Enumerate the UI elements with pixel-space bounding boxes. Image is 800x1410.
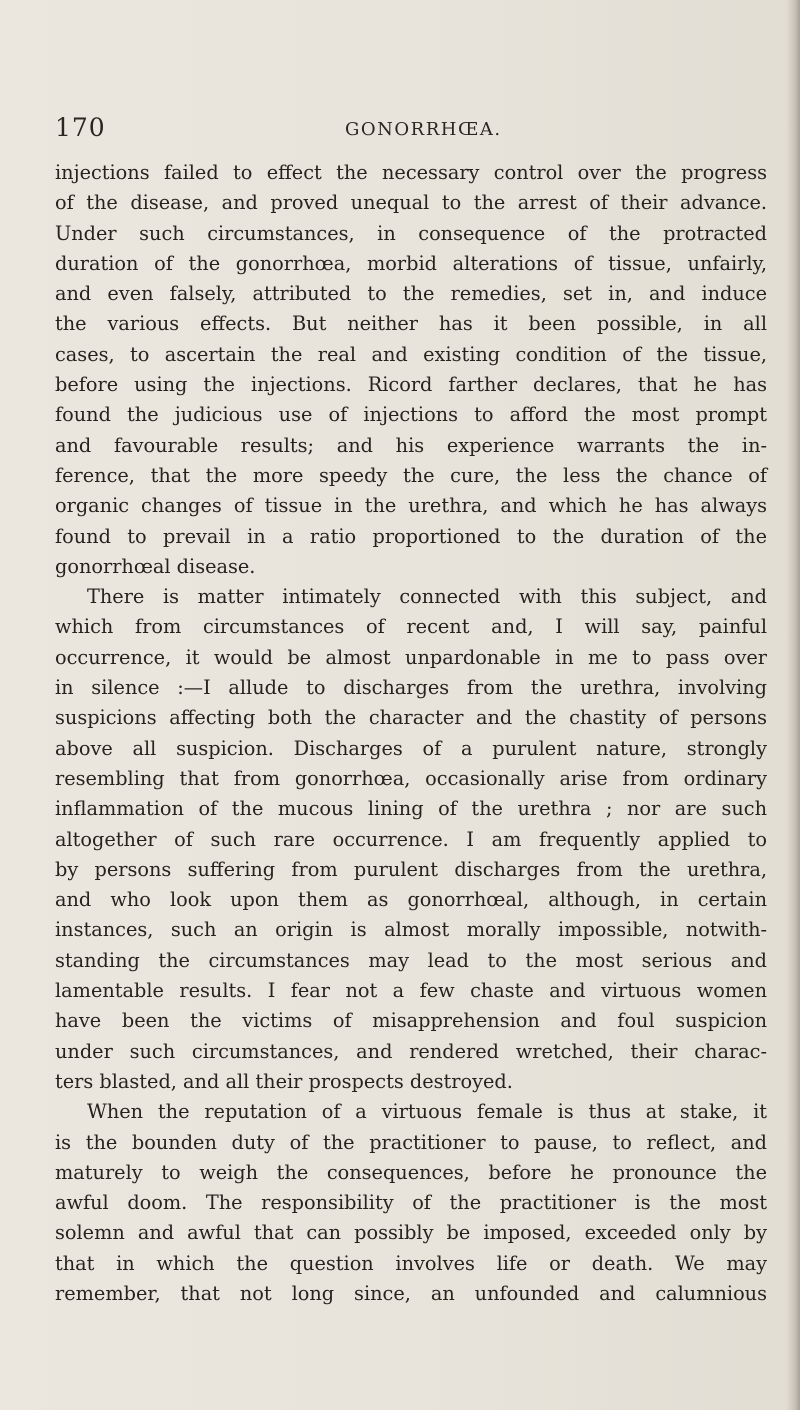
text-line: solemn and awful that can possibly be imposed, exceeded only by <box>55 1221 767 1245</box>
text-line: Under such circumstances, in consequence of the protracted <box>55 221 767 245</box>
text-line: suspicions affecting both the character and the chastity of persons <box>55 706 767 730</box>
text-line: resembling that from gonorrhœa, occasionally arise from ordinary <box>55 766 767 790</box>
body-text <box>55 158 767 1309</box>
text-line: the various effects. But neither has it been possible, in all <box>55 312 767 336</box>
text-line: found to prevail in a ratio proportioned to the duration of the <box>55 524 767 548</box>
text-line: inflammation of the mucous lining of the urethra ; nor are such <box>55 797 767 821</box>
text-line: of the disease, and proved unequal to the arrest of their advance. <box>55 191 767 215</box>
text-line: maturely to weigh the consequences, before he pronounce the <box>55 1160 767 1184</box>
text-line: gonorrhœal disease. <box>55 554 256 578</box>
page-number: 170 <box>55 113 106 142</box>
text-line: standing the circumstances may lead to the most serious and <box>55 948 767 972</box>
text-line: that in which the question involves life or death. We may <box>55 1251 767 1275</box>
text-line: instances, such an origin is almost morally impossible, notwith- <box>55 918 767 942</box>
running-head <box>55 113 775 153</box>
text-line: ters blasted, and all their prospects destroyed. <box>55 1069 513 1093</box>
text-line: by persons suffering from purulent discharges from the urethra, <box>55 857 767 881</box>
text-line: and favourable results; and his experience warrants the in- <box>55 433 767 457</box>
text-line: before using the injections. Ricord farther declares, that he has <box>55 373 767 397</box>
text-line: in silence :—I allude to discharges from the urethra, involving <box>55 676 767 700</box>
text-line: ference, that the more speedy the cure, the less the chance of <box>55 463 767 487</box>
paragraph-start-line: There is matter intimately connected with this subject, and <box>87 585 767 609</box>
text-line: which from circumstances of recent and, I will say, painful <box>55 615 767 639</box>
text-line: and who look upon them as gonorrhœal, although, in certain <box>55 888 767 912</box>
text-line: organic changes of tissue in the urethra, and which he has always <box>55 494 767 518</box>
text-line: and even falsely, attributed to the remedies, set in, and induce <box>55 282 767 306</box>
text-line: lamentable results. I fear not a few chaste and virtuous women <box>55 979 767 1003</box>
text-line: duration of the gonorrhœa, morbid alterations of tissue, unfairly, <box>55 251 767 275</box>
paragraph-start-line: When the reputation of a virtuous female is thus at stake, it <box>87 1100 767 1124</box>
text-line: occurrence, it would be almost unpardonable in me to pass over <box>55 645 767 669</box>
running-title: GONORRHŒA. <box>345 119 502 140</box>
text-line: is the bounden duty of the practitioner to pause, to reflect, and <box>55 1130 767 1154</box>
text-line: under such circumstances, and rendered wretched, their charac- <box>55 1039 767 1063</box>
text-line: have been the victims of misapprehension and foul suspicion <box>55 1009 767 1033</box>
text-line: cases, to ascertain the real and existing condition of the tissue, <box>55 342 767 366</box>
page-edge-shadow <box>786 0 800 1410</box>
text-line: found the judicious use of injections to afford the most prompt <box>55 403 767 427</box>
text-line: remember, that not long since, an unfounded and calumnious <box>55 1281 767 1305</box>
text-line: awful doom. The responsibility of the practitioner is the most <box>55 1191 767 1215</box>
text-line: above all suspicion. Discharges of a purulent nature, strongly <box>55 736 767 760</box>
text-line: altogether of such rare occurrence. I am frequently applied to <box>55 827 767 851</box>
text-line: injections failed to effect the necessary control over the progress <box>55 161 767 184</box>
